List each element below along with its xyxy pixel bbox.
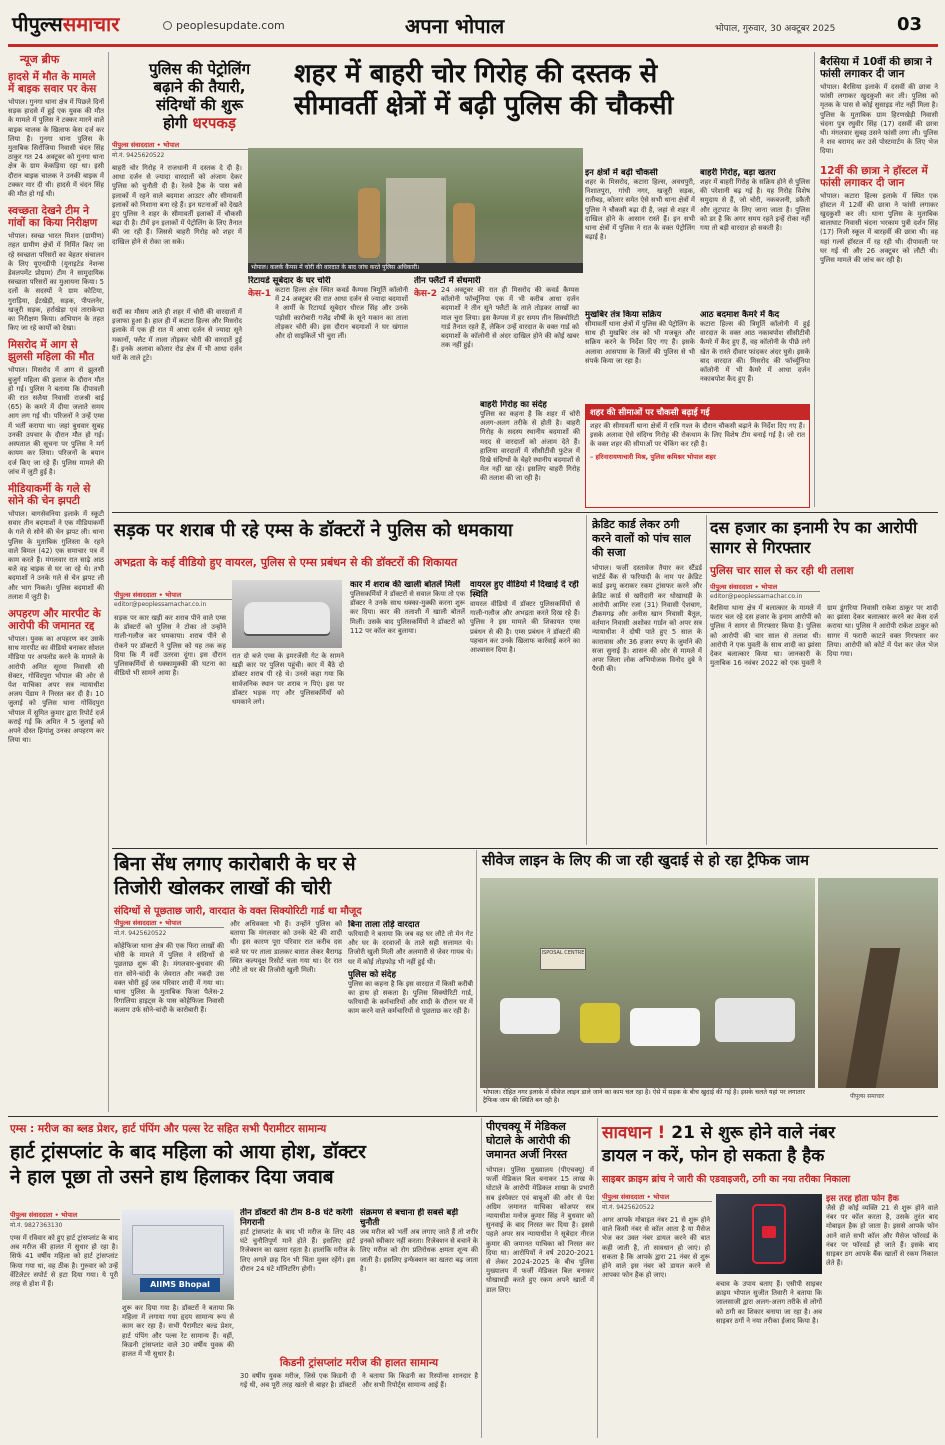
aiims-photo <box>122 1210 234 1300</box>
lead-col: बाहरी गिरोह, बड़ा खतरा शहर में बाहरी गिरोह के सक्रिय होने से पुलिस की परेशानी बढ़ गई है। यह गिरोह विशेष समुदाय से हैं, जो चोरी, नकबजनी, डकैती और लूटपाट के लिए जाना जाता है। पुलिस को डर है कि अगर समय रहते इन्हें रोका नहीं गया तो बड़ी वारदात हो सकती है। <box>700 168 810 233</box>
trench-figure <box>846 948 901 1088</box>
lead-col: बाहरी गिरोह का संदेह पुलिस का कहना है कि शहर में चोरी अलग-अलग तरीके से होती है। बाहरी गिरोह के सदस्य स्थानीय बदमाशों की मदद से वारदातों को अंजाम देते हैं। हालिया वारदातों में सीसीटीवी फुटेज में दिखे संदिग्धों के चेहरे स्थानीय बदमाशों से मेल नहीं खा रहे। इसलिए बाहरी गिरोह की तलाश की जा रही है। <box>480 400 580 483</box>
reward-subhead: पुलिस चार साल से कर रही थी तलाश <box>710 565 854 577</box>
cyber-subhead: साइबर क्राइम ब्रांच ने जारी की एडवाइजरी, ठगी का नया तरीका निकाला <box>602 1174 851 1185</box>
phq-story: पीएचक्यू में मेडिकल घोटाले के आरोपी की जमानत अर्जी निरस्त भोपाल। पुलिस मुख्यालय (पीएचक्यू) में फर्जी मेडिकल बिल बनाकर 15 लाख के घोटाले के आरोपी मेडिकल शाखा के प्रभारी सब इंस्पेक्टर एवं बाबूओं की ओर से पेश अग्रिम जमानत याचिका कोअपर सत्र न्यायाधीश मनोज कुमार सिंह ने बुधवार को सुनवाई के बाद निरस्त कर दिया है। इससे पहले अपर सत्र न्यायाधीश ने सूबेदार नीरज कुमार की जमानत याचिका को निरस्त कर दिया था। आरोपियों ने वर्ष 2020-2021 से लेकर 2024-2025 के बीच पुलिस मुख्यालय में फर्जी मेडिकल बिल बनाकर धोखाधड़ी करते हुए रकम अपने खातों में डाल लिए। <box>486 1120 594 1294</box>
lead-photo <box>248 148 583 270</box>
brief-item <box>8 205 104 333</box>
column-divider <box>706 515 707 845</box>
brief-body: भोपाल। गुनगा थाना क्षेत्र में पिछले दिनों सड़क हादसे में हुई एक युवक की मौत के मामले में पुलिस ने टक्कर मारने वाले बाइक चालक के खिलाफ केस दर्ज कर लिया है। गुनगा थाना पुलिस के मुताबिक सिरोंजिया निवासी चंदन सिंह ठाकुर गत 24 अक्टूबर को गुनगा थाना क्षेत्र के ग्राम केकड़िया रहा था। इसी दौरान बाइक चालक ने उनकी बाइक में टक्कर मार दी थी। हादसे में चंदन सिंह की मौत हो गई थी। <box>8 98 104 199</box>
lead-photo-caption: भोपाल। कलर्क कैंपस में चोरी की वारदात के बाद जांच करते पुलिस अधिकारी। <box>248 263 583 273</box>
lead-headline: शहर में बाहरी चोर गिरोह की दस्तक से सीमावर्ती क्षेत्रों में बढ़ी पुलिस की चौकसी <box>294 59 674 121</box>
car-figure <box>630 1008 700 1046</box>
brief-heading: स्वच्छता देखने टीम ने गांवों का किया निरीक्षण <box>8 205 98 230</box>
aiims-kicker: एम्स : मरीज का ब्लड प्रेशर, हार्ट पंपिंग और पल्स रेट सहित सभी पैरामीटर सामान्य <box>10 1123 327 1135</box>
wall-figure <box>386 178 446 268</box>
doctors-byline: पीपुल्स संवाददाता • भोपाल editor@peoplessamachar.co.in <box>114 590 254 608</box>
reward-headline: दस हजार का इनामी रेप का आरोपी सागर से गिरफ्तार <box>710 518 918 557</box>
sewer-photo <box>480 878 815 1088</box>
cyber-byline: पीपुल्स संवाददाता • भोपाल मो.नं. 9425620522 <box>602 1192 712 1211</box>
brief-heading: अपहरण और मारपीट के आरोपी की जमानत रद्द <box>8 607 101 632</box>
police-officer-figure <box>453 203 475 263</box>
lock-icon <box>762 1226 776 1238</box>
cyber-col: इस तरह होता फोन हैक जैसे ही कोई व्यक्ति 21 से शुरू होने वाले नंबर पर कॉल करता है, उसके तुरंत बाद मोबाइल हैक हो जाता है। इससे आपके फोन आने वाले सभी कॉल और मैसेज फॉरवर्ड के नंबर पर फॉरवर्ड हो जाते हैं। इसके बाद साइबर ठग आपके बैंक खातों से रकम निकाल लेते हैं। <box>826 1194 938 1268</box>
aiims-headline: हार्ट ट्रांसप्लांट के बाद महिला को आया होश, डॉक्टर ने हाल पूछा तो उसने हाथ हिलाकर दिया जवाब <box>10 1141 366 1188</box>
column-divider <box>476 850 477 1112</box>
lead-quote-box: शहर की सीमाओं पर चौकसी बढ़ाई गई शहर की सीमावर्ती थाना क्षेत्रों में रात्रि गश्त के दौरान चौकसी बढ़ाने के निर्देश दिए गए हैं। इसके अलावा ऐसे संदिग्ध गिरोह की रोकथाम के लिए विशेष टीम बनाई गई है। जो रात के वक्त शहर की सीमाओं पर चेकिंग कर रही है। – हरिनारायणाचारी मिश्र, पुलिस कमिश्नर भोपाल शहर <box>585 404 810 508</box>
section-title: अपना भोपाल <box>405 14 505 38</box>
aiims-byline: पीपुल्स संवाददाता • भोपाल मो.नं. 9827363130 <box>10 1210 120 1229</box>
brief-body: भोपाल। स्वच्छ भारत मिशन (ग्रामीण) तहत ग्रामीण क्षेत्रों में निर्मित किए जा रहे स्वच्छता परिसरों का बेहतर संचालन के लिए यूएनडीपी (यूनाइटेड नेशन्स डेवलपमेंट प्रोग्राम) टीम ने सामुदायिक स्वच्छता परिसरों का मुआयना किया। 5 दलों के सदस्यों ने ग्राम कोटिया, गुराड़िया, ईंटखेड़ी, सड़क, पीपलनेर, खजूरी सड़क, हर्राखेड़ा एवं ताराकेन्दा का निरीक्षण किया। अभियान के तहत किए जा रहे कार्यों को देखा। <box>8 232 104 333</box>
brief-heading: मिसरोद में आग से झुलसी महिला की मौत <box>8 339 95 364</box>
column-divider <box>586 515 587 845</box>
brief-item <box>8 483 104 602</box>
doctors-headline: सड़क पर शराब पी रहे एम्स के डॉक्टरों ने पुलिस को धमकाया <box>114 520 513 541</box>
lead-col: मुखबिर तंत्र किया सक्रिय सीमावर्ती थाना क्षेत्रों में पुलिस की पेट्रोलिंग के साथ ही मुखबिर तंत्र को भी मजबूत और सक्रिय करने के निर्देश दिए गए हैं। इसके अलावा आसपास के जिलों की पुलिस से भी संपर्क किया जा रहा है। <box>585 310 695 365</box>
column-divider <box>597 1118 598 1438</box>
sewer-caption: भोपाल। रोहित नगर इलाके में सीवेज लाइन डाले जाने का काम चल रहा है। ऐसे में सड़क के बीच खुदाई की गई है। इसके चलते यहां पर लगातार ट्रैफिक जाम की स्थिति बन रही है। <box>483 1089 805 1104</box>
doctors-body: रात दो बजे एम्स के इमरजेंसी गेट के सामने खड़ी कार पर पुलिस पहुंची। कार में बैठे दो डॉक्टर शराब पी रहे थे। उनसे कहा गया कि सार्वजनिक स्थान पर शराब न पिएं। इस पर डॉक्टर भड़क गए और पुलिसकर्मियों को धमकाने लगे। <box>232 652 344 707</box>
page-number: 03 <box>897 14 923 35</box>
trench-photo <box>818 878 938 1088</box>
brief-item <box>8 608 104 745</box>
aiims-col: तीन डॉक्टरों की टीम 8-8 घंटे करेगी निगरानी हार्ट ट्रांसप्लांट के बाद भी मरीज के लिए 48 घंटे चुनौतिपूर्ण माने होते हैं। इसलिए हार्ट रिजेक्शन का खतरा रहता है। हालांकि मरीज के लिए अगले छह दिन भी चिंता मुक्त रहेंगे। इस दौरान 24 घंटे मॉनिटरिंग होगी। <box>240 1208 355 1273</box>
dateline: भोपाल, गुरुवार, 30 अक्टूबर 2025 <box>715 24 836 34</box>
column-divider <box>481 1118 482 1438</box>
phone-hack-photo <box>716 1194 822 1274</box>
kidney-box: किडनी ट्रांसप्लांट मरीज की हालत सामान्य 30 वर्षीय युवक मरीज, जिसे एक किडनी दी गई थी, अब पूरी तरह खतरे से बाहर है। डॉक्टरों ने बताया कि किडनी का रिस्पॉन्स शानदार है और सभी रिपोर्ट्स सामान्य आई हैं। <box>240 1357 478 1390</box>
building-figure <box>132 1225 224 1275</box>
case1-box: रिटायर्ड सूबेदार के घर चोरी केस-1 कटारा हिल्स क्षेत्र स्थित कवर्ड कैम्पस त्रिमूर्ति कॉलोनी में 24 अक्टूबर की रात आधा दर्जन से ज्यादा बदमाशों ने आर्मी के रिटायर्ड सूबेदार धीरज सिंह और उनके पड़ोसी कारोबारी गजेंद्र शीर्षी के सूने मकान का ताला तोड़कर चोरी की। इस दौरान बदमाशों ने घर खंगाल और दो साइकिलें भी चुरा लीं। <box>248 276 408 341</box>
doctors-col: वायरल हुए वीडियो में दिखाई दे रही स्थिति वायरल वीडियो में डॉक्टर पुलिसकर्मियों से गाली-गलौज और अभद्रता करते दिख रहे हैं। पुलिस ने इस मामले की शिकायत एम्स प्रबंधन से की है। एम्स प्रबंधन ने डॉक्टरों की पहचान कर उनके खिलाफ कार्रवाई करने का आश्वासन दिया है। <box>470 580 580 655</box>
brief-heading: हादसे में मौत के मामले में बाइक सवार पर केस <box>8 71 97 95</box>
car-figure <box>715 998 795 1042</box>
burglary-col: बिना ताला तोड़े वारदात फरियादी ने बताया कि जब वह घर लौटे तो मेन गेट और घर के दरवाजों के ताले सही सलामत थे। तिजोरी खुली मिली और अलमारी से जेवर गायब थे। घर में कोई तोड़फोड़ भी नहीं हुई थी। पुलिस को संदेह पुलिस का कहना है कि इस वारदात में किसी करीबी का हाथ हो सकता है। पुलिस सिक्योरिटी गार्ड, फरियादी के कर्मचारियों और शादी के दौरान घर में काम करने वाले कर्मचारियों से पूछताछ कर रही है। <box>348 920 473 1016</box>
lead-body: सर्दी का मौसम आते ही शहर में चोरी की वारदातों में इजाफा हुआ है। हाल ही में कटारा हिल्स और मिसरोद इलाके में एक ही रात में आधा दर्जन से ज्यादा सूने मकानों, फ्लैट में ताला तोड़कर चोरी की वारदातें हुई हैं। इनके अलावा कोलार रोड क्षेत्र में भी आधा दर्जन घरों के ताले टूटे। <box>112 308 242 363</box>
credit-card-story: क्रेडिट कार्ड लेकर ठगी करने वालों को पांच साल की सजा भोपाल। फर्जी दस्तावेज तैयार कर स्टैंडर्ड चार्टर्ड बैंक से फरियादी के नाम पर क्रेडिट कार्ड इश्यू कराकर रकम ट्रांसफर करने और क्रेडिट कार्ड से खरीदारी कर धोखाधड़ी के आरोपी आमिर रजा (31) निवासी ऐशबाग, टीकमगढ़ और अनीस खान निवासी बैतूल, वर्तमान निवासी अशोका गार्डन को अपर सत्र न्यायाधीश ने दोषी पाते हुए 5 साल के कारावास और 36 हजार रुपए के जुर्माने की सजा सुनाई है। शासन की ओर से मामले में अपर जिला लोक अभियोजक विनोद दुबे ने पैरवी की। <box>592 518 702 674</box>
reward-byline: पीपुल्स संवाददाता • भोपाल editor@peoplessamachar.co.in <box>710 582 820 600</box>
news-brief-title: न्यूज ब्रीफ <box>20 53 60 66</box>
aiims-col: संक्रमण से बचाना ही सबसे बड़ी चुनौती जब मरीज को भर्ती अब लगाए जाते हैं तो शरीर इनको स्वीकार नहीं करता। रिजेक्शन से बचाने के लिए मरीज को रोग प्रतिरोधक क्षमता शून्य की जाती है। इसलिए इन्फेक्शन का खतरा बढ़ जाता है। <box>360 1208 478 1273</box>
lead-byline: पीपुल्स संवाददाता • भोपाल मो.नं. 9425620522 <box>112 140 282 159</box>
car-photo <box>232 580 342 648</box>
aiims-sign: AIIMS Bhopal <box>140 1278 220 1292</box>
sewer-photo-credit: पीपुल्स समाचार <box>850 1093 885 1100</box>
news-brief-column <box>8 52 104 1112</box>
burglary-body: और अधिवक्ता भी हैं। उन्होंने पुलिस को बताया कि मंगलवार को उनके बेटे की शादी थी। इस कारण पूरा परिवार रात करीब दस बजे घर पर ताला डालकर बारात लेकर बैरागढ़ स्थित कल्पवृक्ष रिसोर्ट चला गया था। देर रात लौटे तो घर की तिजोरी खुली मिली। <box>230 920 342 975</box>
burglary-body: कोहेफिजा थाना क्षेत्र की एक फिरा लाखों की चोरी के मामले में पुलिस ने संदिग्धों से पूछताछ शुरू की है। मंगलवार-बुधवार की रात सोने-चांदी के जेवरात और नकदी उस वक्त चोरी हुई जब परिवार शादी में गया था। थाना पुलिस के मुताबिक फिजा पैलेस-2 रिगालिया हाइट्स के पास कोहेफिजा निवासी कलाम उर्फ सोने-चांदी के कारोबारी हैं। <box>114 942 224 1015</box>
masthead <box>0 0 945 50</box>
lead-body: बाहरी चोर गिरोह ने राजधानी में दस्तक दे दी है। आधा दर्जन से ज्यादा वारदातों को अंजाम देकर पुलिस को चुनौती दी है। रेलवे ट्रैक के पास बसे इलाकों में रहने वाले बदमाश आउटर और सीमावर्ती इलाकों को निशाना बना रहे हैं। इन घटनाओं को देखते हुए पुलिस ने शहर के सीमावर्ती इलाकों में चौकसी बढ़ा दी है। टीमें इन इलाकों में पेट्रोलिंग के लिए तैनात की जा रही हैं। जिससे बाहरी गिरोह को शहर में दाखिल होने से रोका जा सके। <box>112 164 242 246</box>
right-top-column: बैरसिया में 10वीं की छात्रा ने फांसी लगाकर दी जान भोपाल। बैरसिया इलाके में दसवीं की छात्रा ने फांसी लगाकर खुदकुशी कर ली। पुलिस को मृतक के पास से कोई सुसाइड नोट नहीं मिला है। पुलिस के मुताबिक ग्राम हिरणखेड़ी निवासी चंदना पुत्र रघुवीर सिंह (17) दसवीं की छात्रा थी। मंगलवार सुबह उसने फांसी लगा ली। पुलिस ने शव बरामद कर उसे पोस्टमार्टम के लिए भेज दिया। 12वीं की छात्रा ने हॉस्टल में फांसी लगाकर दी जान भोपाल। कटारा हिल्स इलाके में स्थित एक हॉस्टल में 12वीं की छात्रा ने फांसी लगाकर खुदकुशी कर ली। थाना पुलिस के मुताबिक बालाघाट निवासी चंदना भरकाम पुत्री दर्शन सिंह (17) निजी स्कूल में बारहवीं की छात्रा थी। वह यहां गर्ल्स हॉस्टल में रह रही थी। दीपावली पर घर गई थी और 26 अक्टूबर को लौटी थी। पुलिस मामले की जांच कर रही है। <box>820 56 938 265</box>
burglary-subhead: संदिग्धों से पूछताछ जारी, वारदात के वक्त सिक्योरिटी गार्ड था मौजूद <box>114 906 362 917</box>
lead-col: आठ बदमाश कैमरे में कैद कटारा हिल्स की त्रिमूर्ति कॉलोनी में हुई वारदात के वक्त आठ नकाबपोश सीसीटीवी कैमरे में कैद हुए हैं, वह कॉलोनी के पीछे लगे खेत के रास्ते दीवार फांदकर अंदर घुसे। इसके बाद वारदात की। मिसरोद की फॉर्च्यूनिया कॉलोनी में भी कैमरे में आधा दर्जन नकाबपोश कैद हुए हैं। <box>700 310 810 384</box>
burglary-headline: बिना सेंध लगाए कारोबारी के घर से तिजोरी खोलकर लाखों की चोरी <box>114 853 356 899</box>
column-divider <box>108 52 109 1112</box>
section-rule <box>112 848 938 849</box>
lead-col: इन क्षेत्रों में बढ़ी चौकसी शहर के मिसरोद, कटारा हिल्स, अवधपुरी, निशातपुरा, गांधी नगर, खजूरी सड़क, रातीबड़, कोलार समेत ऐसे सभी थाना क्षेत्रों में पुलिस ने चौकसी बढ़ा दी है, जहां से शहर में दाखिल होने के आसान रास्ते हैं। इन सभी थाना क्षेत्रों में पुलिस ने रात के वक्त पेट्रोलिंग बढ़ाई है। <box>585 168 695 242</box>
reward-body: बैरसिया थाना क्षेत्र में बलात्कार के मामले में फरार चल रहे दस हजार के इनाम आरोपी को पुलिस ने सागर से गिरफ्तार किया है। पुलिस को आरोपी की चार साल से तलाश थी। आरोपी ने एक युवती के साथ शादी का झांसा देकर बलात्कार किया था। जानकारी के मुताबिक 16 नवंबर 2022 को एक युवती ने ग्राम डूंगरिया निवासी राकेश ठाकुर पर शादी का झांसा देकर बलात्कार करने का केस दर्ज कराया था। पुलिस ने आरोपी राकेश ठाकुर को सागर में फरारी काटते वक्त गिरफ्तार कर लिया। आरोपी को कोर्ट में पेश कर जेल भेज दिया गया। <box>710 604 938 668</box>
brief-item <box>8 71 104 199</box>
auto-rickshaw-figure <box>580 1003 620 1043</box>
website-link[interactable]: peoplesupdate.com <box>176 19 285 32</box>
section-rule <box>8 1116 938 1117</box>
brief-heading: मीडियाकर्मी के गले से सोने की चेन झपटी <box>8 482 91 507</box>
burglary-byline: पीपुल्स संवाददाता • भोपाल मो.नं. 9425620522 <box>114 918 224 937</box>
case2-box: तीन फ्लैटों में सेंधमारी केस-2 24 अक्टूबर की रात ही मिसरोद की कवर्ड कैम्पस कॉलोनी फॉर्च्यूनिया एक में भी करीब आधा दर्जन बदमाशों ने तीन सूने फ्लैटों के ताले तोड़कर लाखों का माल चुरा लिया। इस कैम्पस में हर समय तीन सिक्योरिटी गार्ड तैनात रहते हैं, लेकिन उन्हें वारदात के वक्त गार्ड को बदमाशों के कॉलोनी से अंदर दाखिल होने की कोई खबर तक नहीं हुई। <box>414 276 579 350</box>
car-figure <box>244 602 330 634</box>
doctors-body: सड़क पर कार खड़ी कर शराब पीने वाले एम्स के डॉक्टरों को पुलिस ने टोका तो उन्होंने गाली-गलौज कर धमकाया। शराब पीने से रोकने पर डॉक्टरों ने पुलिस को यह तक कह दिया कि मैं वर्दी उतरवा दूंगा। इस दौरान पुलिसकर्मियों से धक्कामुक्की की घटना का वीडियो भी सामने आया है। <box>114 614 226 678</box>
police-officer-figure <box>358 188 380 258</box>
column-divider <box>814 52 815 507</box>
car-figure <box>500 998 560 1034</box>
aiims-body: एम्स में रविवार को हुए हार्ट ट्रांसप्लांट के बाद अब मरीज की हालत में सुधार हो रहा है। सिर्फ 41 वर्षीय महिला को हार्ट ट्रांसप्लांट किया गया था, वह ठीक है। गुरुवार को उन्हें वेंटिलेटर सपोर्ट से हटा दिया गया। ये पूरी तरह से होश में हैं। <box>10 1234 118 1289</box>
doctors-subhead: अभद्रता के कई वीडियो हुए वायरल, पुलिस से एम्स प्रबंधन से की डॉक्टरों की शिकायत <box>114 556 458 569</box>
cyber-body: बचाव के उपाय बताए हैं। एसीपी साइबर क्राइम भोपाल सुजीत तिवारी ने बताया कि जालसाजी द्वारा अलग-अलग तरीके से लोगों को ठगी का शिकार बनाया जा रहा है। अब साइबर ठगों ने नया तरीका ईजाद किया है। <box>716 1280 822 1325</box>
masthead-rule <box>8 44 938 47</box>
cyber-body: अगर आपके मोबाइल नंबर 21 से शुरू होने वाले किसी नंबर से कॉल आता है या मैसेज भेज कर उक्त नंबर डायल करने की बात कही जाती है, तो सावधान हो जाएं। हो सकता है कि आपके द्वारा 21 नंबर से शुरू होने वाले इस नंबर को डायल करने से आपका फोन हैक हो जाए। <box>602 1216 710 1280</box>
aiims-body: शुरू कर दिया गया है। डॉक्टरों ने बताया कि महिला में लगाया गया हृदय सामान्य रूप से काम कर रहा है। सभी पैरामीटर बल्ड प्रेशर, हार्ट पंपिंग और पल्स रेट सामान्य हैं। वहीं, किडनी ट्रांसप्लांट वाले 30 वर्षीय युवक की हालत में भी सुधार है। <box>122 1304 234 1359</box>
sewer-headline: सीवेज लाइन के लिए की जा रही खुदाई से हो रहा ट्रैफिक जाम <box>482 853 809 869</box>
brief-item <box>8 339 104 476</box>
lead-side-label: पुलिस की पेट्रोलिंग बढ़ाने की तैयारी, संदिग्धों की शुरू होगी धरपकड़ <box>148 60 251 132</box>
globe-icon <box>163 21 172 30</box>
signboard: ISPOSAL CENTRE <box>540 948 586 970</box>
cyber-headline: सावधान ! 21 से शुरू होने वाले नंबर डायल न करें, फोन हो सकता है हैक <box>602 1123 836 1166</box>
doctors-col: कार में शराब की खाली बोतलें मिलीं पुलिसकर्मियों ने डॉक्टरों से सवाल किया तो एक डॉक्टर ने उनके साथ धक्का-मुक्की करना शुरू कर दिया। कार की तलाशी में खाली बोतलें मिलीं। उसके बाद पुलिसकर्मियों ने डॉक्टरों को 112 पर कॉल कर बुलाया। <box>350 580 465 635</box>
brief-body: भोपाल। युवक का अपहरण कर उसके साथ मारपीट का वीडियो बनाकर सोशल मीडिया पर अपलोड करने के मामले के आरोपी अमित सूरमा निवासी सी सेक्टर, गोविंदपुरा भोपाल की ओर से पेश याचिका अपर सत्र न्यायाधीश अजय पेंडाम ने निरस्त कर दी है। 10 जुलाई को पुलिस थाना गोविंदपुरा भोपाल में सुमित कुमार द्वारा रिपोर्ट दर्ज कराई गई कि अमित ने 5 जुलाई को अपने दोस्त हिमांशु उनका अपहरण कर लिया था। <box>8 634 104 745</box>
warning-label: सावधान ! <box>602 1123 666 1143</box>
brief-body: भोपाल। मिसरोद में आग से झुलसी बुजुर्ग महिला की इलाज के दौरान मौत हो गई। पुलिस ने बताया कि दीपावली की रात सलैया निवासी राजश्री बाई (65) के कमरे में दीया जलाते समय आग लग गई थी। परिजनों ने उन्हें एम्स में भर्ती कराया था। जहां बुधवार सुबह उनकी उपचार के दौरान मौत हो गई। अस्पताल की सूचना पर पुलिस ने मर्ग कायम कर लिया। परिजनों के बयान दर्ज किए जा रहे हैं। पुलिस मामले की जांच में जुटी हुई है। <box>8 366 104 476</box>
section-rule <box>112 512 938 513</box>
brief-body: भोपाल। बागसेवनिया इलाके में स्कूटी सवार तीन बदमाशों ने एक मीडियाकर्मी के गले से सोने की चेन झपट ली। थाना पुलिस के मुताबिक गुलिस्ता के रहने वाले बिमल (42) एक समाचार पत्र में काम करते हैं। मंगलवार रात साढ़े आठ बजे वह बाइक से घर जा रहे थे। तभी बदमाशों ने उनके गले से चेन झपट ली और भाग निकले। पुलिस बदमाशों की तलाश में जुटी है। <box>8 509 104 601</box>
masthead-logo: पीपुल्ससमाचार <box>12 12 120 36</box>
